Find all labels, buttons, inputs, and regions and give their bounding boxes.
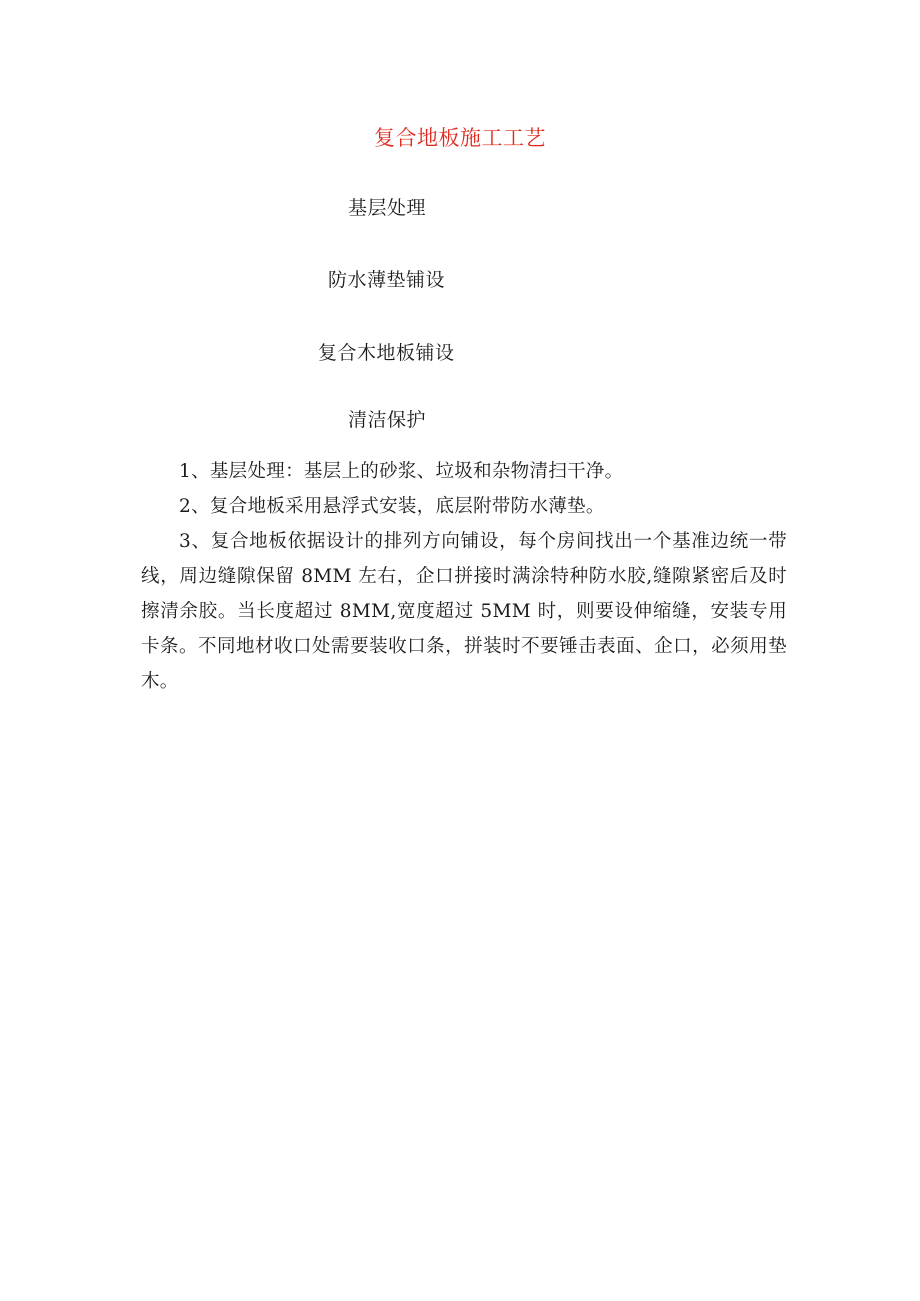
flow-step-floor-laying: 复合木地板铺设 bbox=[318, 342, 455, 364]
document-title: 复合地板施工工艺 bbox=[374, 126, 546, 150]
paragraph-3: 3、复合地板依据设计的排列方向铺设，每个房间找出一个基准边统一带线，周边缝隙保留 8MM 左右，企口拼接时满涂特种防水胶,缝隙紧密后及时擦清余胶。当长度超过 8MM,宽度超过 5MM 时，则要设伸缩缝，安装专用卡条。不同地材收口处需要装收口条，拼装时不要锤击表面、企口，必须用垫木。 bbox=[141, 531, 787, 692]
document-body bbox=[141, 454, 787, 699]
flow-step-cleaning: 清洁保护 bbox=[348, 409, 427, 431]
paragraph-1: 1、基层处理：基层上的砂浆、垃圾和杂物清扫干净。 bbox=[179, 461, 624, 482]
flow-step-base-treatment: 基层处理 bbox=[348, 197, 427, 219]
paragraph-2: 2、复合地板采用悬浮式安装，底层附带防水薄垫。 bbox=[179, 496, 605, 517]
flow-step-waterproof-pad: 防水薄垫铺设 bbox=[328, 269, 446, 291]
